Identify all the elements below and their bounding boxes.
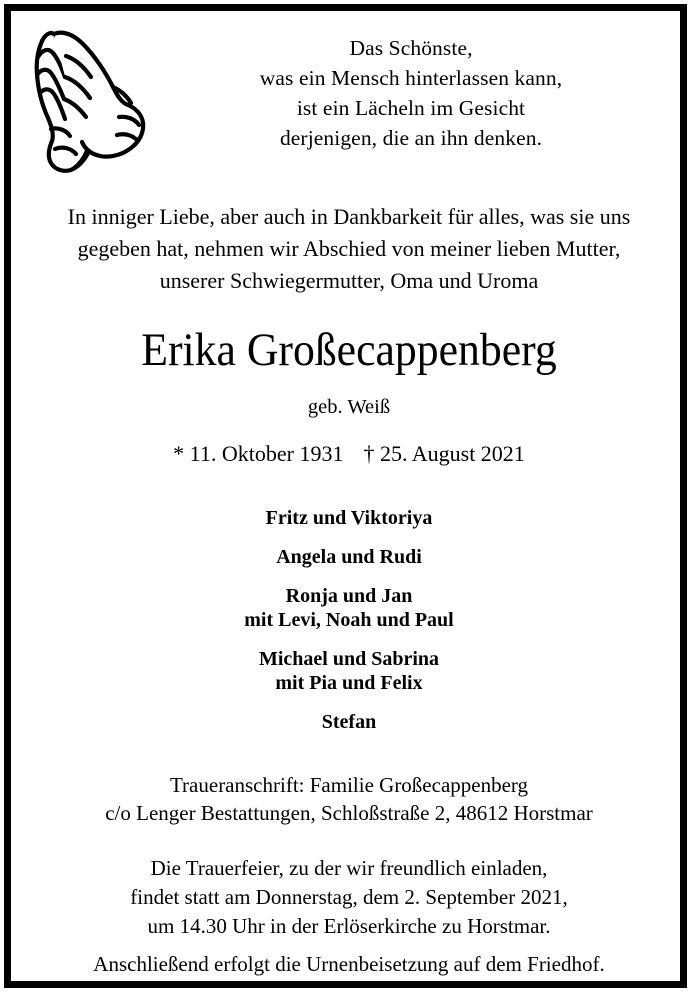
mourning-address-block: [29, 771, 669, 827]
obituary-notice-card: [4, 4, 687, 988]
birth-date: * 11. Oktober 1931: [173, 441, 344, 466]
family-group: [29, 506, 669, 530]
funeral-details-block: [21, 854, 677, 979]
family-line: Ronja und Jan: [285, 585, 413, 607]
praying-hands-icon: [21, 17, 151, 182]
address-line-2: c/o Lenger Bestattungen, Schloßstraße 2, 48612 Horstmar: [105, 801, 593, 825]
intro-block: [29, 201, 669, 297]
deceased-name: Erika Großecappenberg: [141, 324, 557, 376]
details-line-2: findet statt am Donnerstag, dem 2. September 2021,: [130, 885, 568, 909]
family-group: [29, 584, 669, 632]
obituary-inner: [11, 11, 680, 981]
address-line-1: Traueranschrift: Familie Großecappenberg: [169, 773, 529, 797]
intro-line-1: In inniger Liebe, aber auch in Dankbarkeit für alles, was sie uns: [67, 204, 631, 229]
death-date: † 25. August 2021: [363, 441, 525, 466]
family-line: Fritz und Viktoriya: [265, 507, 433, 529]
verse-line-2: was ein Mensch hinterlassen kann,: [259, 66, 563, 90]
closing-line: Anschließend erfolgt die Urnenbeisetzung auf dem Friedhof.: [93, 952, 605, 976]
family-line: Stefan: [321, 711, 377, 733]
details-line-1: Die Trauerfeier, zu der wir freundlich einladen,: [150, 856, 548, 880]
verse-line-4: derjenigen, die an ihn denken.: [279, 126, 543, 150]
family-group: [29, 545, 669, 569]
deceased-maiden-name: geb. Weiß: [307, 396, 391, 418]
family-group: [29, 647, 669, 695]
family-line: Michael und Sabrina: [258, 648, 440, 670]
family-group: [29, 710, 669, 734]
verse-line-3: ist ein Lächeln im Gesicht: [296, 96, 526, 120]
verse-block: [161, 33, 661, 153]
details-line-3: um 14.30 Uhr in der Erlöserkirche zu Horstmar.: [147, 914, 551, 938]
family-subline: mit Pia und Felix: [275, 672, 423, 694]
deceased-dates: [29, 440, 669, 468]
family-subline: mit Levi, Noah und Paul: [244, 609, 454, 631]
family-line: Angela und Rudi: [276, 546, 422, 568]
verse-line-1: Das Schönste,: [349, 36, 473, 60]
intro-line-3: unserer Schwiegermutter, Oma und Uroma: [159, 268, 539, 293]
intro-line-2: gegeben hat, nehmen wir Abschied von meiner lieben Mutter,: [77, 236, 621, 261]
family-block: [29, 506, 669, 734]
details-spacer: [21, 941, 677, 950]
